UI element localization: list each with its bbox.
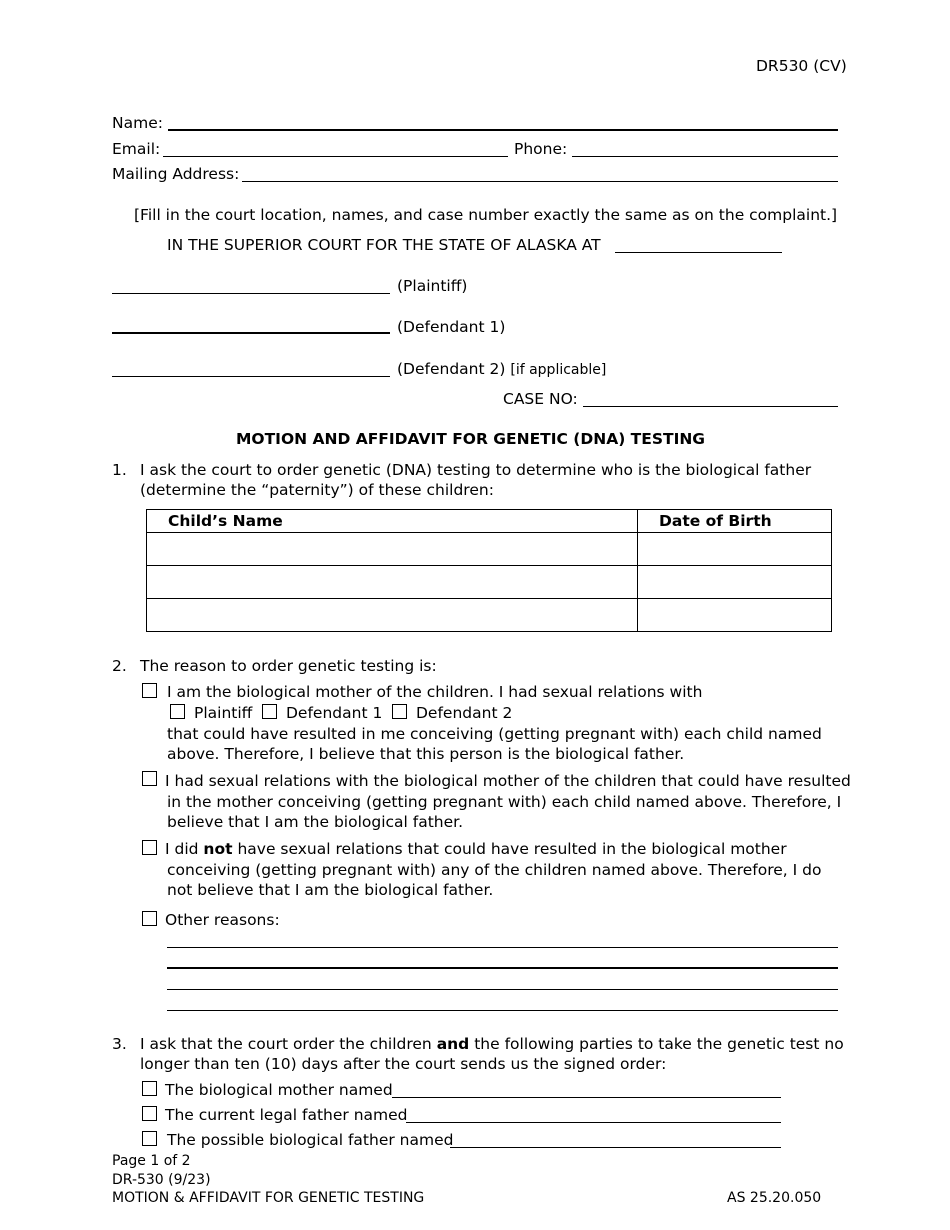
not-father-option-line2: conceiving (getting pregnant with) any of the children named above. Therefore, I do [167, 861, 822, 879]
footer-page-number: Page 1 of 2 [112, 1153, 191, 1169]
defendant1-checkbox[interactable] [262, 704, 277, 719]
if-applicable-note: [if applicable] [510, 362, 607, 378]
not-emphasis: not [203, 840, 233, 858]
item1-line1: I ask the court to order genetic (DNA) testing to determine who is the biological father [140, 461, 812, 479]
plaintiff-label: (Plaintiff) [397, 277, 468, 295]
email-label: Email: [112, 140, 161, 158]
child-name-cell[interactable] [147, 566, 638, 599]
name-field[interactable] [168, 129, 838, 131]
defendant1-label: (Defendant 1) [397, 318, 506, 336]
plaintiff-checkbox[interactable] [170, 704, 185, 719]
not-father-pre: I did [165, 840, 204, 858]
possible-father-label: The possible biological father named [167, 1131, 454, 1149]
child-name-cell[interactable] [147, 599, 638, 632]
date-of-birth-header: Date of Birth [638, 510, 832, 533]
form-code: DR530 (CV) [756, 57, 847, 75]
phone-label: Phone: [514, 140, 568, 158]
date-of-birth-cell[interactable] [638, 533, 832, 566]
defendant2-checkbox-label: Defendant 2 [416, 704, 513, 722]
form-title: MOTION AND AFFIDAVIT FOR GENETIC (DNA) TESTING [236, 430, 706, 448]
case-number-label: CASE NO: [503, 390, 578, 408]
court-location-field[interactable] [615, 252, 782, 253]
court-heading: IN THE SUPERIOR COURT FOR THE STATE OF ALASKA AT [167, 236, 601, 254]
mother-checkbox[interactable] [142, 683, 157, 698]
defendant1-checkbox-label: Defendant 1 [286, 704, 383, 722]
item1-number: 1. [112, 461, 127, 479]
mailing-address-label: Mailing Address: [112, 165, 240, 183]
instruction-text: [Fill in the court location, names, and case number exactly the same as on the complaint.] [134, 206, 838, 224]
plaintiff-checkbox-label: Plaintiff [194, 704, 253, 722]
defendant2-label [397, 359, 606, 380]
mailing-address-field[interactable] [242, 181, 838, 182]
possible-father-checkbox[interactable] [142, 1131, 157, 1146]
other-reasons-line[interactable] [167, 1010, 838, 1011]
email-field[interactable] [163, 156, 508, 157]
not-father-option-line1 [165, 839, 787, 859]
item1-line2: (determine the “paternity”) of these children: [140, 481, 494, 499]
footer-form-number: DR-530 (9/23) [112, 1172, 211, 1188]
father-option-line2: in the mother conceiving (getting pregnant with) each child named above. Therefore, I [167, 793, 842, 811]
case-number-field[interactable] [583, 406, 838, 407]
item3-line2: longer than ten (10) days after the court sends us the signed order: [140, 1055, 667, 1073]
footer-form-title: MOTION & AFFIDAVIT FOR GENETIC TESTING [112, 1190, 425, 1206]
not-father-post: have sexual relations that could have resulted in the biological mother [232, 840, 787, 858]
footer-statute: AS 25.20.050 [727, 1190, 822, 1206]
item2-intro: The reason to order genetic testing is: [140, 657, 437, 675]
plaintiff-field[interactable] [112, 293, 390, 294]
legal-father-checkbox[interactable] [142, 1106, 157, 1121]
legal-father-label: The current legal father named [165, 1106, 408, 1124]
name-label: Name: [112, 114, 163, 132]
defendant2-text: (Defendant 2) [397, 360, 506, 378]
date-of-birth-cell[interactable] [638, 599, 832, 632]
children-table [146, 509, 832, 632]
possible-father-name-field[interactable] [450, 1147, 781, 1148]
not-father-checkbox[interactable] [142, 840, 157, 855]
other-reasons-line[interactable] [167, 947, 838, 948]
other-reasons-line[interactable] [167, 989, 838, 990]
not-father-option-line3: not believe that I am the biological father. [167, 881, 494, 899]
biological-mother-label: The biological mother named [165, 1081, 393, 1099]
biological-mother-name-field[interactable] [392, 1097, 781, 1098]
item3-number: 3. [112, 1035, 127, 1053]
defendant2-field[interactable] [112, 376, 390, 377]
other-reasons-label: Other reasons: [165, 911, 280, 929]
biological-mother-checkbox[interactable] [142, 1081, 157, 1096]
table-row [147, 599, 832, 632]
phone-field[interactable] [572, 156, 838, 157]
table-row [147, 533, 832, 566]
defendant2-checkbox[interactable] [392, 704, 407, 719]
father-option-line3: believe that I am the biological father. [167, 813, 464, 831]
defendant1-field[interactable] [112, 332, 390, 334]
table-row [147, 566, 832, 599]
item3-post: the following parties to take the genetic test no [469, 1035, 844, 1053]
date-of-birth-cell[interactable] [638, 566, 832, 599]
child-name-header: Child’s Name [147, 510, 638, 533]
item2-number: 2. [112, 657, 127, 675]
other-reasons-line[interactable] [167, 967, 838, 969]
item3-line1 [140, 1034, 844, 1054]
mother-option-line1: I am the biological mother of the children. I had sexual relations with [167, 683, 703, 701]
child-name-cell[interactable] [147, 533, 638, 566]
other-reasons-checkbox[interactable] [142, 911, 157, 926]
and-emphasis: and [436, 1035, 470, 1053]
father-option-line1: I had sexual relations with the biological mother of the children that could have resulted [165, 772, 851, 790]
item3-pre: I ask that the court order the children [140, 1035, 437, 1053]
mother-option-line3: above. Therefore, I believe that this person is the biological father. [167, 745, 685, 763]
father-checkbox[interactable] [142, 771, 157, 786]
mother-option-line2: that could have resulted in me conceiving (getting pregnant with) each child named [167, 725, 822, 743]
legal-father-name-field[interactable] [406, 1122, 781, 1123]
table-header-row [147, 510, 832, 533]
